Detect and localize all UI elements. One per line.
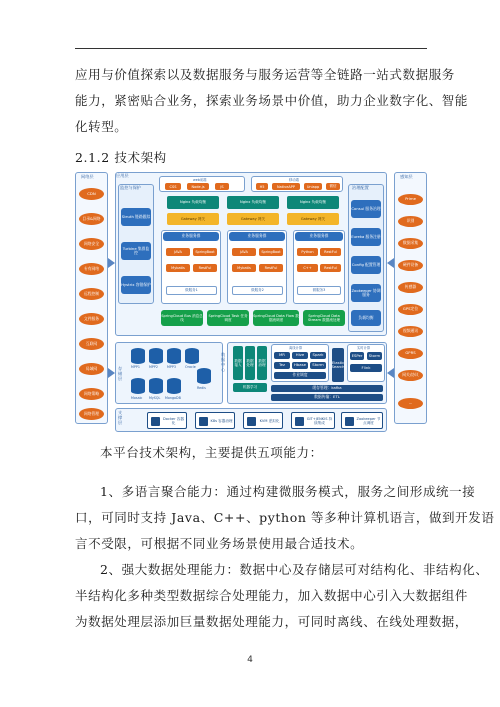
arrow-left-icon (387, 258, 394, 268)
service-item: RestFul (193, 264, 217, 272)
monitor-item: Sleuth 链路跟踪 (121, 208, 151, 226)
realtime-item: Storm (367, 352, 382, 360)
network-layer-title: 网络层 (81, 174, 94, 179)
perception-item: GPRS (398, 348, 423, 359)
database-label: Oracle (185, 365, 196, 369)
offline-compute-title: 离线计算 (289, 346, 303, 350)
perception-item: Prime (398, 194, 423, 205)
perception-layer-title: 感知层 (400, 174, 413, 179)
application-layer-title: 应用层 (116, 173, 129, 178)
body-paragraph-3 (75, 557, 489, 635)
config-title: 治理配置 (352, 185, 369, 190)
intro-paragraph (75, 62, 469, 140)
network-item: CDN (79, 188, 104, 200)
mobile-item: 微信 (326, 183, 340, 190)
database-icon (197, 368, 211, 384)
offline-item: Storm (310, 362, 326, 369)
nginx-box: Nginx 负载均衡 (287, 196, 339, 209)
monitor-item: Turbine 集群监控 (121, 242, 151, 260)
body-line: 本平台技术架构，主要提供五项能力： (100, 445, 323, 460)
database-label: Redis (197, 386, 206, 390)
nginx-box: Nginx 负载均衡 (167, 196, 219, 209)
web-frontend-title: web前端 (193, 178, 207, 182)
elastic-search-box: Elastic Search (332, 348, 344, 382)
network-item: 互联网 (79, 338, 104, 350)
spring-cloud-box: SpringCloud Data Flow 数据流调度 (253, 310, 299, 326)
network-item: 网络管理 (79, 408, 104, 420)
job-scheduling-box: 作业调度 (274, 372, 326, 379)
infra-box (341, 412, 383, 429)
kvm-icon (247, 417, 256, 426)
perception-item: 数据采集 (398, 238, 423, 249)
header-rule (75, 48, 427, 49)
database-icon (185, 348, 199, 364)
infra-label: KVM 虚拟化 (259, 418, 280, 423)
config-item: Eureka 服务注册 (351, 228, 381, 246)
offline-item: Hbase (292, 362, 308, 369)
kubernetes-icon (199, 417, 208, 426)
service-group-title: 业务服务群 (229, 232, 285, 241)
service-footer: 微服务2 (232, 286, 283, 295)
config-item: Zookeeper 协调服务 (351, 284, 381, 302)
network-item: 文件服务 (79, 313, 104, 325)
infra-box (291, 412, 335, 429)
arrow-right-icon (108, 368, 115, 378)
network-item: 网络策略 (79, 388, 104, 400)
network-item: 局域网 (79, 363, 104, 375)
zookeeper-icon (345, 417, 354, 426)
database-icon (167, 378, 181, 394)
infra-box (243, 412, 283, 429)
service-footer: 微服务1 (166, 286, 217, 295)
web-item: JS (215, 183, 229, 190)
arrow-left-icon (387, 368, 394, 378)
database-label: MPP1 (131, 365, 140, 369)
perception-item: ... (398, 398, 423, 409)
support-layer-title: 支撑层 (118, 410, 123, 425)
offline-item: MR (274, 352, 290, 359)
database-icon (131, 378, 145, 394)
machine-learning-box: 机器学习 (233, 383, 267, 392)
service-item: SpringBoot (193, 248, 217, 256)
nginx-box: Nginx 负载均衡 (227, 196, 279, 209)
section-heading: 2.1.2 技术架构 (75, 150, 167, 165)
mobile-title: 移动端 (289, 178, 299, 182)
config-item: Config 配置管理 (351, 256, 381, 274)
perception-item: 硬件设备 (398, 260, 423, 271)
spring-cloud-box: SpringCloud Task 任务调度 (207, 310, 249, 326)
mobile-item: Uniapp (304, 183, 322, 190)
datacenter-tile: 数据接入 (233, 346, 243, 380)
config-item: Consul 服务治理 (351, 200, 381, 218)
datacenter-tile: 数据处理 (245, 346, 255, 380)
gateway-box: Gateway 网关 (287, 213, 339, 225)
database-label: MySQL (149, 396, 161, 400)
network-item: 远程控制 (79, 288, 104, 300)
database-icon (149, 348, 163, 364)
network-item: 专有网络 (79, 263, 104, 275)
service-group-title: 业务服务群 (295, 232, 343, 241)
config-item: 负载均衡 (351, 310, 381, 326)
cache-bar: 缓存管理：kafka (271, 385, 383, 392)
intro-line: 化转型。 (75, 119, 128, 134)
infra-label: Zookeeper 节点调度 (356, 416, 381, 425)
perception-item: 识别 (398, 216, 423, 227)
body-paragraph-1 (75, 440, 430, 466)
service-item: Mybatis (232, 264, 256, 272)
database-label: MPP2 (149, 365, 158, 369)
offline-item: Hive (292, 352, 308, 359)
monitor-title: 监控与保护 (120, 185, 141, 190)
datacenter-title: 数据中心 (221, 352, 226, 372)
infra-box (147, 412, 187, 429)
service-item: SpringBoot (259, 248, 283, 256)
monitor-item: Hystrix 容错保护 (121, 276, 151, 294)
web-item: Node.js (187, 183, 209, 190)
offline-item: Spark (310, 352, 326, 359)
transfer-bar: 数据传输：ETL (271, 394, 383, 401)
service-item: JAVA (166, 248, 190, 256)
infra-label: Docker 容器化 (163, 416, 184, 425)
mobile-item: NativeAPP (272, 183, 300, 190)
perception-item: GPS定位 (398, 304, 423, 315)
infra-label: K8s 容器治理 (210, 418, 233, 423)
network-item: 目录&网络 (79, 213, 104, 225)
service-group-title: 业务服务群 (163, 232, 219, 241)
network-item: 网络安全 (79, 238, 104, 250)
web-item: CSS (165, 183, 181, 190)
database-label: MongoDB (165, 396, 181, 400)
perception-item: 传感器 (398, 282, 423, 293)
database-label: MPP3 (167, 365, 176, 369)
git-icon (295, 417, 304, 426)
database-icon (131, 348, 145, 364)
intro-line: 能力，紧密贴合业务，探索业务场景中价值，助力企业数字化、智能 (75, 93, 469, 108)
perception-item: 视频通讯 (398, 326, 423, 337)
architecture-diagram (75, 172, 427, 432)
database-icon (149, 378, 163, 394)
database-icon (167, 348, 181, 364)
database-label: Mosaic (131, 396, 143, 400)
body-line: 为数据处理层添加巨量数据处理能力，可同时离线、在线处理数据， (75, 614, 469, 629)
body-line: 半结构化多种类型数据综合处理能力，加入数据中心引入大数据组件 (75, 588, 469, 603)
datacenter-tile: 数据治理 (257, 346, 267, 380)
offline-item: Tez (274, 362, 290, 369)
intro-line: 应用与价值探索以及数据服务与服务运营等全链路一站式数据服务 (75, 67, 455, 82)
service-item: Mybatis (166, 264, 190, 272)
spring-cloud-box: SpringCloud Data Stream 数据流处理 (303, 310, 345, 326)
docker-icon (151, 417, 160, 426)
body-paragraph-2 (75, 479, 495, 557)
body-line: 2、强大数据处理能力：数据中心及存储层可对结构化、非结构化、 (100, 562, 489, 577)
service-item: RestFul (259, 264, 283, 272)
arrow-right-icon (108, 258, 115, 268)
infra-box (195, 412, 235, 429)
storage-layer-title: 存储层 (118, 366, 123, 381)
realtime-item: Flink (350, 364, 382, 372)
perception-layer-panel (394, 172, 427, 424)
mobile-item: H5 (256, 183, 268, 190)
body-line: 言不受限，可根据不同业务场景使用最合适技术。 (75, 536, 364, 551)
body-line: 1、多语言聚合能力：通过构建微服务模式，服务之间形成统一接 (100, 484, 476, 499)
service-item: JAVA (232, 248, 256, 256)
page-number: 4 (247, 655, 253, 665)
spring-cloud-box: SpringCloud Bus 消息总线 (161, 310, 203, 326)
gateway-box: Gateway 网关 (167, 213, 219, 225)
realtime-compute-title: 实时计算 (357, 346, 371, 350)
service-item: RestFul (320, 264, 341, 272)
perception-item: 网关/协议 (398, 370, 423, 381)
service-item: Python (297, 248, 318, 256)
realtime-item: ESPer (350, 352, 364, 360)
service-item: RestFul (320, 248, 341, 256)
service-footer: 微服务3 (297, 286, 341, 295)
infra-label: GIT+JENKIS 持续集成 (306, 416, 333, 425)
gateway-box: Gateway 网关 (227, 213, 279, 225)
body-line: 口，可同时支持 Java、C++、python 等多种计算机语言，做到开发语 (75, 510, 495, 525)
service-item: C++ (297, 264, 318, 272)
